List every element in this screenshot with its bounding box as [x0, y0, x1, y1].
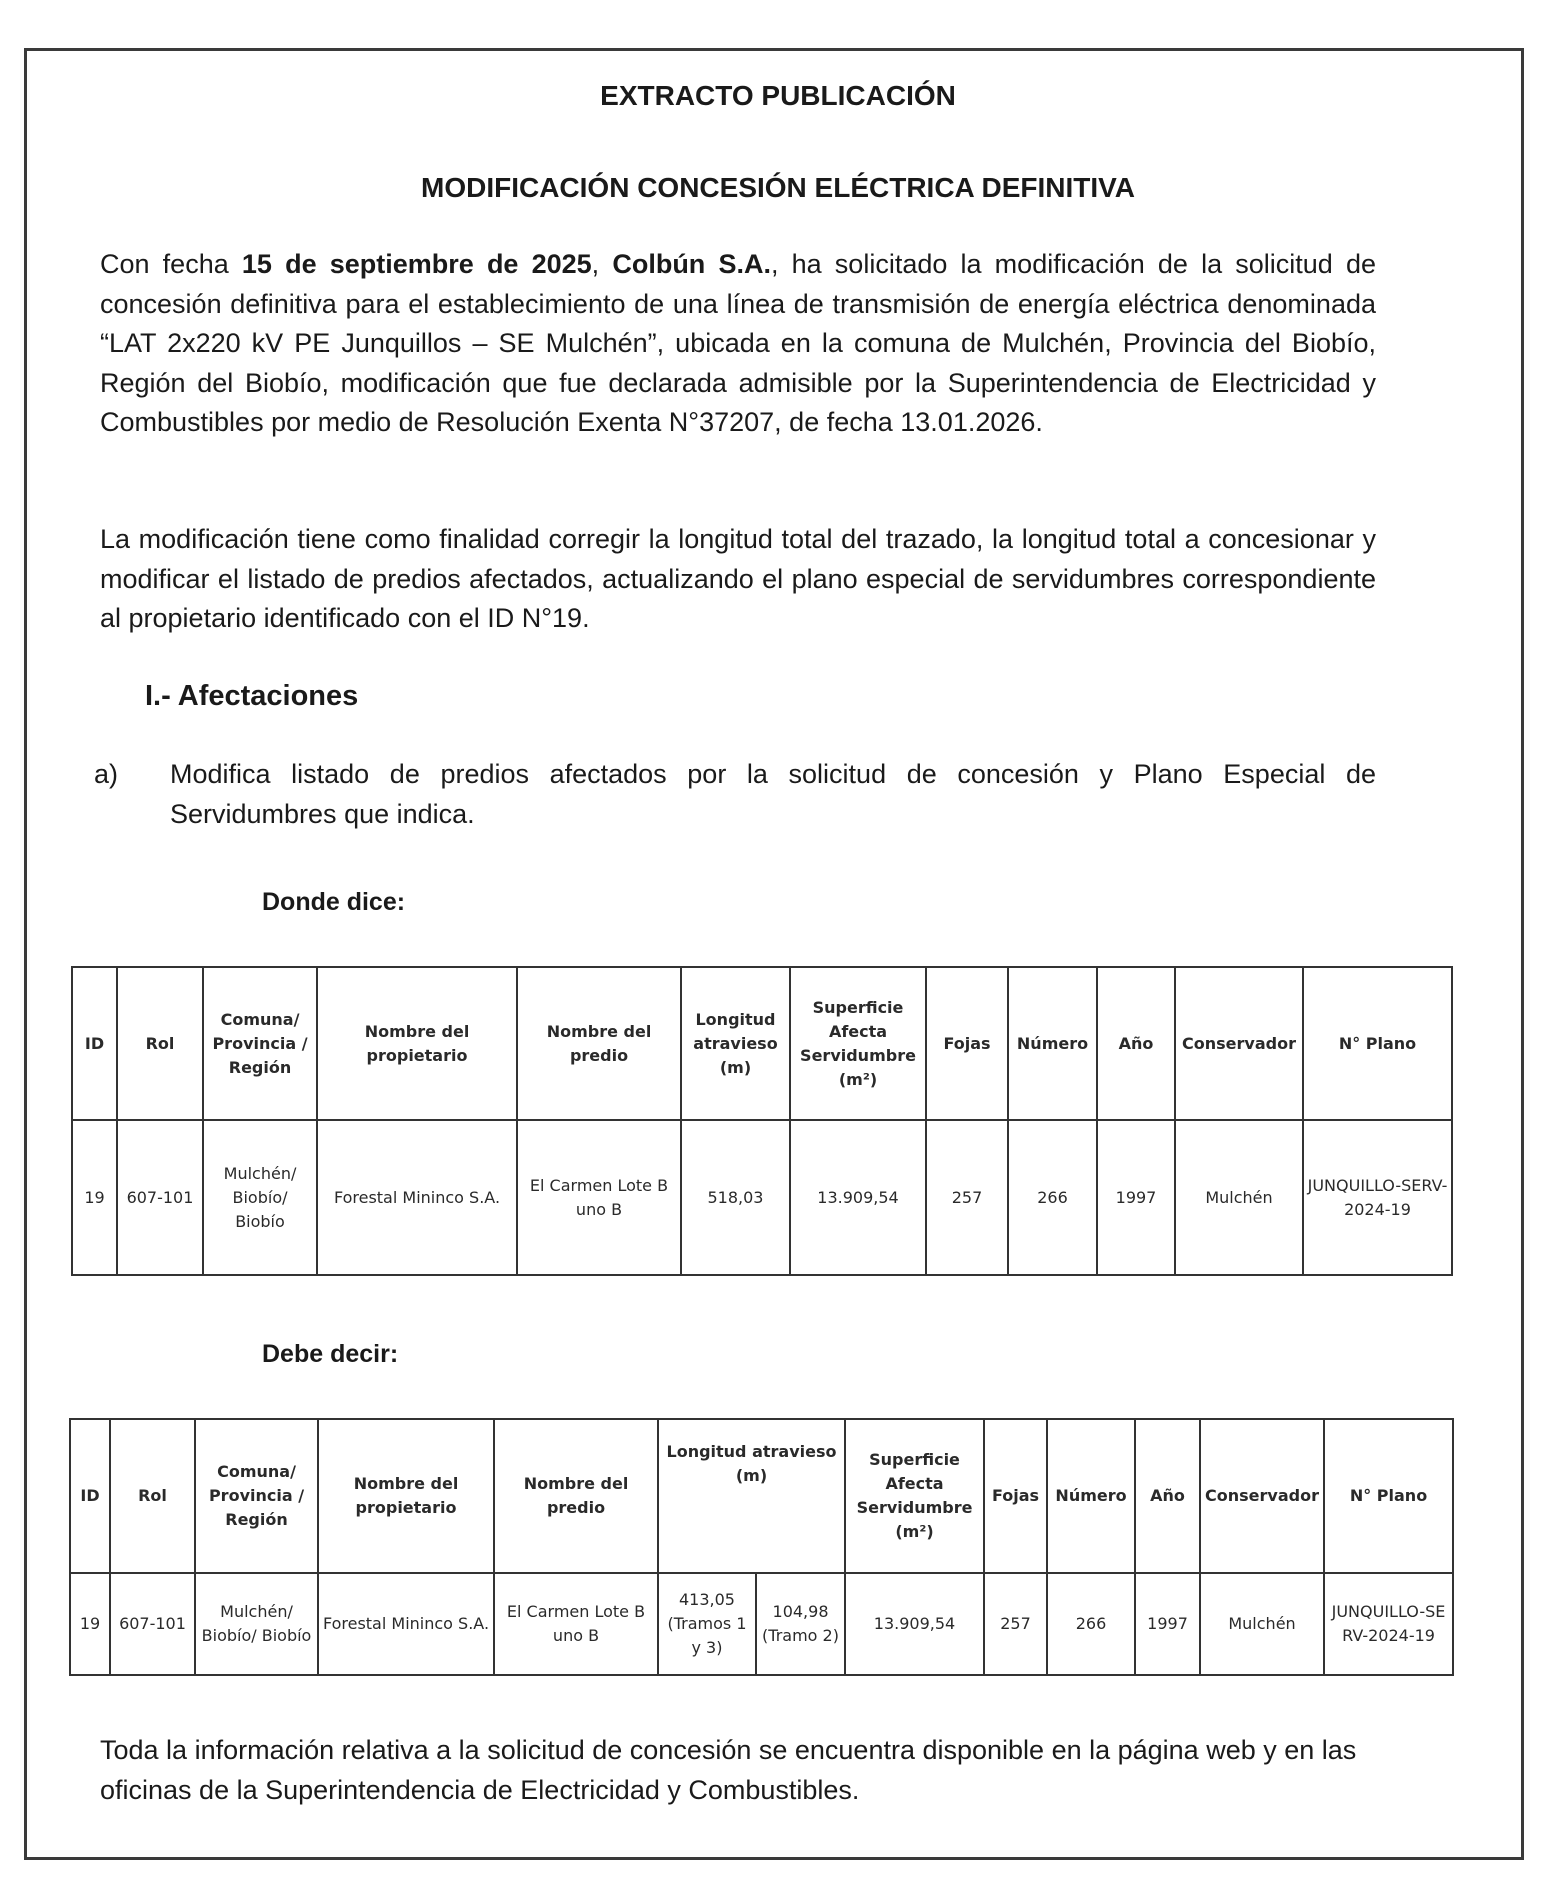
- list-item-text: Modifica listado de predios afectados por la solicitud de concesión y Plano Especial de Servidumbres que indica.: [170, 759, 1376, 829]
- cell-rol: 607-101: [117, 1120, 203, 1275]
- header-superficie: Superficie Afecta Servidumbre (m²): [845, 1419, 984, 1573]
- cell-predio: El Carmen Lote B uno B: [517, 1120, 681, 1275]
- table-row: [72, 1120, 1452, 1275]
- header-fojas: Fojas: [984, 1419, 1047, 1573]
- cell-propietario: Forestal Mininco S.A.: [317, 1120, 517, 1275]
- paragraph-intro: Con fecha 15 de septiembre de 2025, Colbún S.A., ha solicitado la modificación de la solicitud de concesión definitiva para el establecimiento de una línea de transmisión de energía eléctrica denominada “LAT 2x220 kV PE Junquillos – SE Mulchén”, ubicada en la comuna de Mulchén, Provincia del Biobío, Región del Biobío, modificación que fue declarada admisible por la Superintendencia de Electricidad y Combustibles por medio de Resolución Exenta N°37207, de fecha 13.01.2026.: [100, 249, 1376, 437]
- header-conservador: Conservador: [1200, 1419, 1324, 1573]
- header-plano: N° Plano: [1303, 967, 1452, 1120]
- cell-longitud-tramo-2: 104,98 (Tramo 2): [756, 1573, 845, 1675]
- header-predio: Nombre del predio: [517, 967, 681, 1120]
- header-rol: Rol: [110, 1419, 195, 1573]
- cell-fojas: 257: [984, 1573, 1047, 1675]
- header-longitud: Longitud atravieso (m): [681, 967, 790, 1120]
- company-name: Colbún S.A.: [612, 249, 771, 279]
- header-rol: Rol: [117, 967, 203, 1120]
- header-numero: Número: [1008, 967, 1097, 1120]
- cell-rol: 607-101: [110, 1573, 195, 1675]
- table-after: [69, 1418, 1454, 1676]
- cell-ano: 1997: [1135, 1573, 1200, 1675]
- table-row: [70, 1573, 1453, 1675]
- cell-conservador: Mulchén: [1175, 1120, 1303, 1275]
- header-propietario: Nombre del propietario: [318, 1419, 494, 1573]
- cell-plano: JUNQUILLO-SERV-2024-19: [1324, 1573, 1453, 1675]
- header-numero: Número: [1047, 1419, 1135, 1573]
- header-id: ID: [70, 1419, 110, 1573]
- header-plano: N° Plano: [1324, 1419, 1453, 1573]
- table-after-label: Debe decir:: [262, 1340, 399, 1368]
- paragraph-purpose: La modificación tiene como finalidad corregir la longitud total del trazado, la longitud total a concesionar y modificar el listado de predios afectados, actualizando el plano especial de servidumbres correspondiente al propietario identificado con el ID N°19.: [100, 524, 1376, 633]
- document-title: EXTRACTO PUBLICACIÓN: [600, 80, 956, 111]
- cell-numero: 266: [1047, 1573, 1135, 1675]
- footer-note: Toda la información relativa a la solicitud de concesión se encuentra disponible en la página web y en las oficinas de la Superintendencia de Electricidad y Combustibles.: [100, 1735, 1357, 1805]
- header-id: ID: [72, 967, 117, 1120]
- header-ano: Año: [1097, 967, 1175, 1120]
- cell-ano: 1997: [1097, 1120, 1175, 1275]
- header-longitud: Longitud atravieso (m): [658, 1419, 845, 1573]
- table-header-row: [72, 967, 1452, 1120]
- header-ano: Año: [1135, 1419, 1200, 1573]
- header-superficie: Superficie Afecta Servidumbre (m²): [790, 967, 926, 1120]
- cell-superficie: 13.909,54: [790, 1120, 926, 1275]
- cell-longitud: 518,03: [681, 1120, 790, 1275]
- header-propietario: Nombre del propietario: [317, 967, 517, 1120]
- cell-fojas: 257: [926, 1120, 1008, 1275]
- document-subtitle: MODIFICACIÓN CONCESIÓN ELÉCTRICA DEFINITIVA: [421, 172, 1135, 203]
- header-comuna: Comuna/ Provincia / Región: [195, 1419, 318, 1573]
- cell-propietario: Forestal Mininco S.A.: [318, 1573, 494, 1675]
- header-comuna: Comuna/ Provincia / Región: [203, 967, 317, 1120]
- table-before-label: Donde dice:: [262, 888, 406, 916]
- table-header-row: [70, 1419, 1453, 1573]
- list-item-letter: a): [94, 759, 119, 789]
- table-before: [71, 966, 1453, 1276]
- header-conservador: Conservador: [1175, 967, 1303, 1120]
- cell-comuna: Mulchén/ Biobío/ Biobío: [203, 1120, 317, 1275]
- cell-superficie: 13.909,54: [845, 1573, 984, 1675]
- cell-longitud-tramos-1-3: 413,05 (Tramos 1 y 3): [658, 1573, 756, 1675]
- cell-numero: 266: [1008, 1120, 1097, 1275]
- cell-comuna: Mulchén/ Biobío/ Biobío: [195, 1573, 318, 1675]
- cell-plano: JUNQUILLO-SERV-2024-19: [1303, 1120, 1452, 1275]
- cell-id: 19: [72, 1120, 117, 1275]
- cell-id: 19: [70, 1573, 110, 1675]
- header-fojas: Fojas: [926, 967, 1008, 1120]
- cell-predio: El Carmen Lote B uno B: [494, 1573, 658, 1675]
- cell-conservador: Mulchén: [1200, 1573, 1324, 1675]
- section-heading: I.- Afectaciones: [145, 680, 359, 712]
- request-date: 15 de septiembre de 2025: [241, 249, 592, 279]
- header-predio: Nombre del predio: [494, 1419, 658, 1573]
